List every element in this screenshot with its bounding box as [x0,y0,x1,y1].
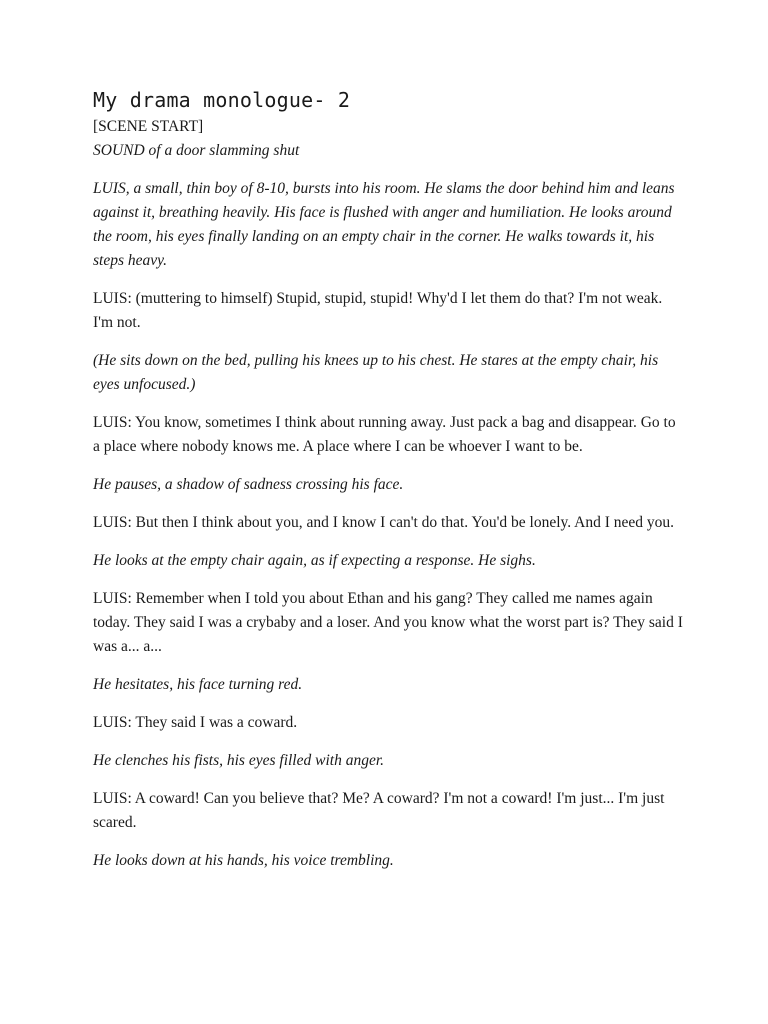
dialogue-line: LUIS: But then I think about you, and I know I can't do that. You'd be lonely. And I need you. [93,514,675,531]
dialogue-line: LUIS: A coward! Can you believe that? Me? A coward? I'm not a coward! I'm just... I'm just scared. [93,790,665,831]
stage-direction: LUIS, a small, thin boy of 8-10, bursts into his room. He slams the door behind him and leans against it, breathing heavily. His face is flushed with anger and humiliation. He looks around the room, his eyes finally landing on an empty chair in the corner. He walks towards it, his steps heavy. [93,180,675,269]
document-title: My drama monologue- 2 [93,88,351,112]
stage-direction: He looks down at his hands, his voice trembling. [93,852,394,869]
stage-direction: He looks at the empty chair again, as if expecting a response. He sighs. [93,552,536,569]
dialogue-line: LUIS: Remember when I told you about Ethan and his gang? They called me names again today. They said I was a crybaby and a loser. And you know what the worst part is? They said I was a... a... [93,590,683,655]
stage-direction: He hesitates, his face turning red. [93,676,303,693]
stage-direction: He clenches his fists, his eyes filled with anger. [93,752,385,769]
stage-direction: (He sits down on the bed, pulling his knees up to his chest. He stares at the empty chair, his eyes unfocused.) [93,352,659,393]
dialogue-line: LUIS: (muttering to himself) Stupid, stupid, stupid! Why'd I let them do that? I'm not weak. I'm not. [93,290,663,331]
dialogue-line: LUIS: They said I was a coward. [93,714,298,731]
stage-direction: He pauses, a shadow of sadness crossing his face. [93,476,404,493]
document-page [93,86,683,873]
dialogue-line: LUIS: You know, sometimes I think about running away. Just pack a bag and disappear. Go to a place where nobody knows me. A place where I can be whoever I want to be. [93,414,676,455]
scene-start-heading: [SCENE START] [93,118,204,135]
sound-cue: SOUND of a door slamming shut [93,142,300,159]
